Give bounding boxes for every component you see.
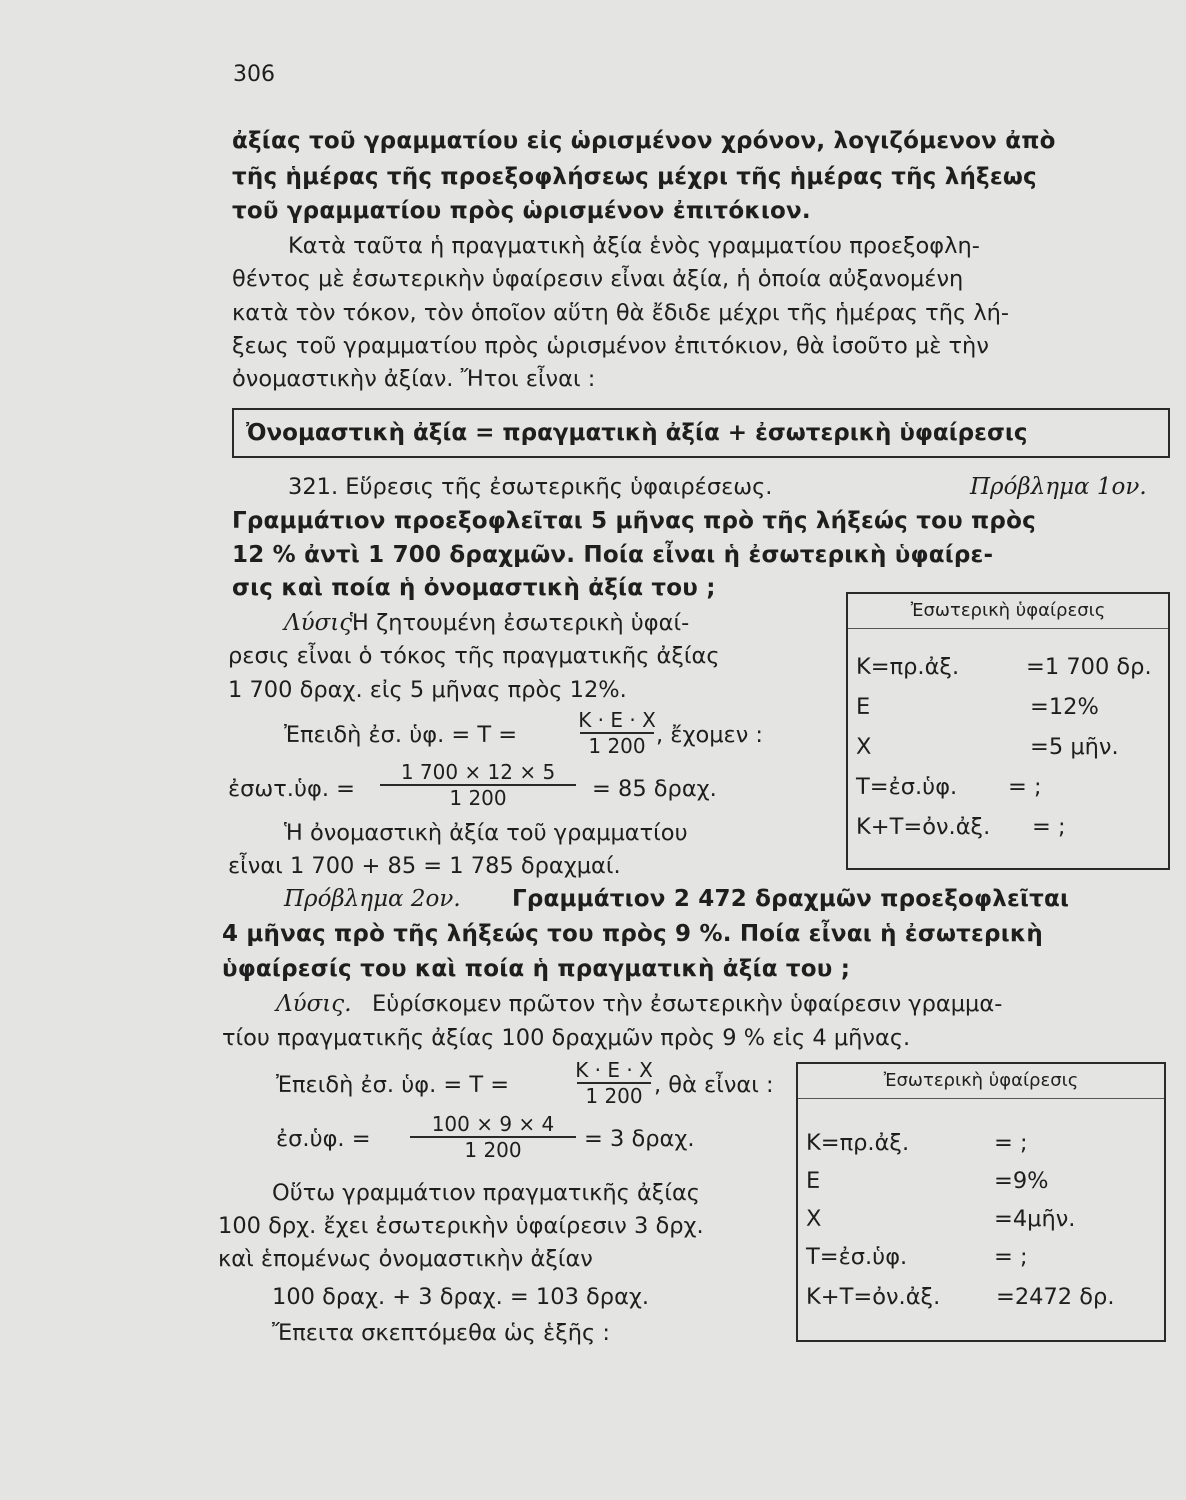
table1-row-label-3: Χ [856,734,872,760]
table1-row-value-5: = ; [1032,814,1066,840]
section-title: 321. Εὕρεσις τῆς ἐσωτερικῆς ὑφαιρέσεως. [288,474,773,500]
para1-line-5: ὀνομαστικὴν ἀξίαν. Ἤτοι εἶναι : [232,366,596,392]
eq1-fraction [578,708,656,758]
nominal-line-2: εἶναι 1 700 + 85 = 1 785 δραχμαί. [228,853,621,879]
table1-row-value-4: = ; [1008,774,1042,800]
eq2-fraction [378,760,578,810]
solution2-line-1: Εὑρίσκομεν πρῶτον τὴν ἐσωτερικὴν ὑφαίρεσιν γραμμα- [372,991,1003,1017]
solution1-line-3: 1 700 δραχ. εἰς 5 μῆνας πρὸς 12%. [228,677,627,703]
solution2-line-2: τίου πραγματικῆς ἀξίας 100 δραχμῶν πρὸς 9 % εἰς 4 μῆνας. [222,1025,911,1051]
table1-row-value-2: =12% [1030,694,1099,720]
nominal-line-1: Ἡ ὀνομαστικὴ ἀξία τοῦ γραμματίου [284,820,688,846]
para1-line-3: κατὰ τὸν τόκον, τὸν ὁποῖον αὕτη θὰ ἔδιδε μέχρι τῆς ἡμέρας τῆς λή- [232,300,1010,326]
table1-row-value-1: =1 700 δρ. [1026,654,1152,680]
problem1-line-1: Γραμμάτιον προεξοφλεῖται 5 μῆνας πρὸ τῆς λήξεώς του πρὸς [232,508,1036,534]
problem1-label: Πρόβλημα 1ον. [970,474,1147,500]
problem2-label: Πρόβλημα 2ον. [284,886,461,912]
closing-line-4: 100 δραχ. + 3 δραχ. = 103 δραχ. [272,1284,650,1310]
table2-row-value-5: =2472 δρ. [996,1284,1115,1310]
table1-row-label-5: Κ+Τ=ὀν.ἀξ. [856,814,991,840]
eq1-numerator: Κ · Ε · Χ [578,708,656,732]
eq2-denominator: 1 200 [449,786,507,810]
table2-row-label-4: Τ=ἐσ.ὑφ. [806,1244,908,1270]
eq3-fraction [574,1058,654,1108]
table2-row-value-3: =4μῆν. [994,1206,1076,1232]
eq1-denominator: 1 200 [588,734,646,758]
closing-line-2: 100 δρχ. ἔχει ἐσωτερικὴν ὑφαίρεσιν 3 δρχ. [218,1213,704,1239]
eq2-prefix: ἐσωτ.ὑφ. = [228,776,355,802]
solution2-label: Λύσις. [276,991,352,1017]
problem2-line-3: ὑφαίρεσίς του καὶ ποία ἡ πραγματικὴ ἀξία του ; [222,956,851,982]
problem1-line-3: σις καὶ ποία ἡ ὀνομαστικὴ ἀξία του ; [232,575,716,601]
problem2-line-1: Γραμμάτιον 2 472 δραχμῶν προεξοφλεῖται [512,886,1070,912]
para1-line-2: θέντος μὲ ἐσωτερικὴν ὑφαίρεσιν εἶναι ἀξία, ἡ ὁποία αὐξανομένη [232,266,964,292]
eq1-prefix: Ἐπειδὴ ἐσ. ὑφ. = Τ = [284,722,518,748]
table1-row-label-1: Κ=πρ.ἀξ. [856,654,960,680]
page-number: 306 [233,62,275,87]
eq1-suffix: , ἔχομεν : [656,722,764,748]
para1-line-4: ξεως τοῦ γραμματίου πρὸς ὡρισμένον ἐπιτόκιον, θὰ ἰσοῦτο μὲ τὴν [232,333,989,359]
table2-row-value-2: =9% [994,1168,1049,1194]
eq3-numerator: Κ · Ε · Χ [575,1058,653,1082]
given-table-2 [796,1062,1166,1342]
table2-row-value-4: = ; [994,1244,1028,1270]
table1-header: Ἐσωτερικὴ ὑφαίρεσις [848,594,1168,629]
eq3-prefix: Ἐπειδὴ ἐσ. ὑφ. = Τ = [276,1072,510,1098]
table2-row-label-2: Ε [806,1168,821,1194]
table1-row-label-2: Ε [856,694,871,720]
para1-line-1: Κατὰ ταῦτα ἡ πραγματικὴ ἀξία ἑνὸς γραμματίου προεξοφλη- [288,233,980,259]
table2-row-value-1: = ; [994,1130,1028,1156]
problem1-line-2: 12 % ἀντὶ 1 700 δραχμῶν. Ποία εἶναι ἡ ἐσωτερικὴ ὑφαίρε- [232,542,994,568]
eq4-numerator: 100 × 9 × 4 [431,1112,555,1136]
given-table-1 [846,592,1170,870]
eq4-fraction [408,1112,578,1162]
boxed-formula: Ὀνομαστικὴ ἀξία = πραγματικὴ ἀξία + ἐσωτερικὴ ὑφαίρεσις [232,408,1170,458]
closing-line-1: Οὕτω γραμμάτιον πραγματικῆς ἀξίας [272,1180,700,1206]
table1-row-label-4: Τ=ἐσ.ὑφ. [856,774,958,800]
intro-line-2: τῆς ἡμέρας τῆς προεξοφλήσεως μέχρι τῆς ἡμέρας τῆς λήξεως [232,164,1037,190]
eq3-suffix: , θὰ εἶναι : [654,1072,774,1098]
eq4-prefix: ἐσ.ὑφ. = [276,1126,371,1152]
eq3-denominator: 1 200 [585,1084,643,1108]
solution1-line-2: ρεσις εἶναι ὁ τόκος τῆς πραγματικῆς ἀξίας [228,643,720,669]
eq2-suffix: = 85 δραχ. [592,776,717,802]
intro-line-3: τοῦ γραμματίου πρὸς ὡρισμένον ἐπιτόκιον. [232,198,811,224]
table2-row-label-1: Κ=πρ.ἀξ. [806,1130,910,1156]
problem2-line-2: 4 μῆνας πρὸ τῆς λήξεώς του πρὸς 9 %. Ποία εἶναι ἡ ἐσωτερικὴ [222,921,1043,947]
eq4-denominator: 1 200 [464,1138,522,1162]
solution1-label: Λύσις. [284,610,360,636]
table1-row-value-3: =5 μῆν. [1030,734,1119,760]
solution1-line-1: Ἡ ζητουμένη ἐσωτερικὴ ὑφαί- [350,610,690,636]
intro-line-1: ἀξίας τοῦ γραμματίου εἰς ὡρισμένον χρόνον, λογιζόμενον ἀπὸ [232,128,1056,154]
closing-line-3: καὶ ἑπομένως ὀνομαστικὴν ἀξίαν [218,1246,593,1272]
eq2-numerator: 1 700 × 12 × 5 [400,760,556,784]
table2-row-label-5: Κ+Τ=ὀν.ἀξ. [806,1284,941,1310]
table2-header: Ἐσωτερικὴ ὑφαίρεσις [798,1064,1164,1099]
table2-row-label-3: Χ [806,1206,822,1232]
closing-line-5: Ἔπειτα σκεπτόμεθα ὡς ἑξῆς : [272,1320,610,1346]
eq4-suffix: = 3 δραχ. [584,1126,695,1152]
